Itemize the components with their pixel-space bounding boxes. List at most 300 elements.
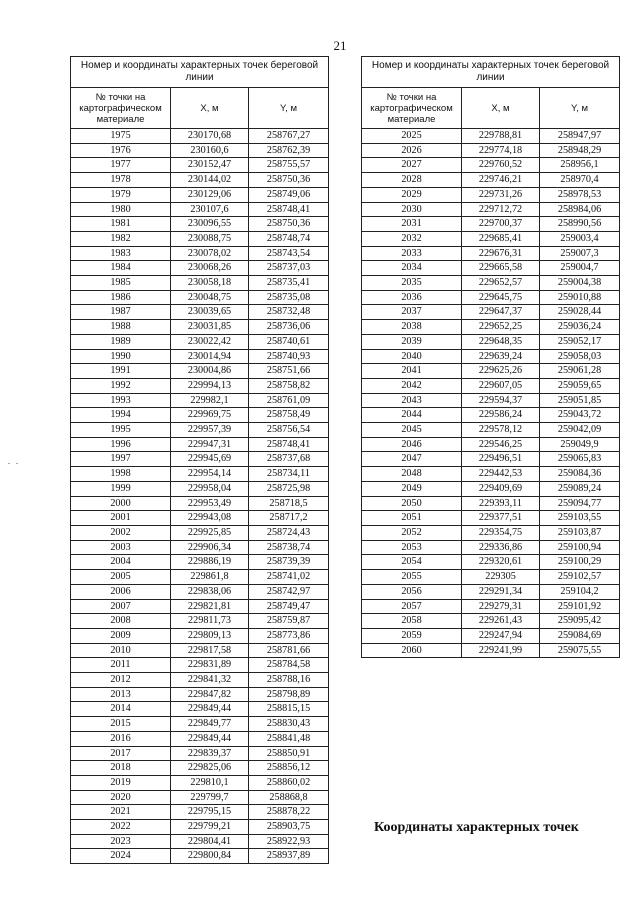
- x-coordinate-cell: 229731,26: [462, 187, 540, 202]
- x-coordinate-cell: 229712,72: [462, 202, 540, 217]
- table-row: [71, 673, 329, 688]
- point-number-cell: 1981: [71, 217, 171, 232]
- x-coordinate-cell: 229652,57: [462, 276, 540, 291]
- point-number-cell: 2054: [362, 555, 462, 570]
- point-number-cell: 2006: [71, 584, 171, 599]
- y-coordinate-cell: 258749,47: [249, 599, 329, 614]
- x-coordinate-cell: 229305: [462, 570, 540, 585]
- x-coordinate-cell: 229685,41: [462, 231, 540, 246]
- table-row: [362, 408, 620, 423]
- y-coordinate-cell: 259102,57: [540, 570, 620, 585]
- table-row: [71, 717, 329, 732]
- x-coordinate-cell: 229774,18: [462, 143, 540, 158]
- x-coordinate-cell: 230129,06: [171, 187, 249, 202]
- y-coordinate-cell: 258740,93: [249, 349, 329, 364]
- y-coordinate-cell: 258978,53: [540, 187, 620, 202]
- table-row: [71, 687, 329, 702]
- point-number-cell: 2019: [71, 775, 171, 790]
- table-row: [362, 540, 620, 555]
- point-number-cell: 1976: [71, 143, 171, 158]
- point-number-cell: 2037: [362, 305, 462, 320]
- x-coordinate-cell: 229241,99: [462, 643, 540, 658]
- column-header-point-number: № точки на картографическом материале: [71, 88, 171, 129]
- x-coordinate-cell: 229652,25: [462, 320, 540, 335]
- x-coordinate-cell: 229994,13: [171, 378, 249, 393]
- table-row: [362, 217, 620, 232]
- y-coordinate-cell: 258903,75: [249, 820, 329, 835]
- y-coordinate-cell: 258868,8: [249, 790, 329, 805]
- table-row: [71, 775, 329, 790]
- y-coordinate-cell: 258948,29: [540, 143, 620, 158]
- point-number-cell: 1994: [71, 408, 171, 423]
- y-coordinate-cell: 258740,61: [249, 334, 329, 349]
- column-header-y: Y, м: [249, 88, 329, 129]
- y-coordinate-cell: 258970,4: [540, 173, 620, 188]
- table-row: [71, 276, 329, 291]
- y-coordinate-cell: 258735,08: [249, 290, 329, 305]
- table-row: [71, 496, 329, 511]
- x-coordinate-cell: 229945,69: [171, 452, 249, 467]
- point-number-cell: 2000: [71, 496, 171, 511]
- point-number-cell: 1993: [71, 393, 171, 408]
- table-row: [71, 731, 329, 746]
- table-row: [71, 790, 329, 805]
- x-coordinate-cell: 230068,26: [171, 261, 249, 276]
- point-number-cell: 2038: [362, 320, 462, 335]
- table-row: [71, 643, 329, 658]
- table-row: [362, 496, 620, 511]
- y-coordinate-cell: 259095,42: [540, 614, 620, 629]
- point-number-cell: 2057: [362, 599, 462, 614]
- y-coordinate-cell: 259003,4: [540, 231, 620, 246]
- point-number-cell: 2043: [362, 393, 462, 408]
- table-row: [362, 643, 620, 658]
- y-coordinate-cell: 258756,54: [249, 423, 329, 438]
- table-row: [362, 555, 620, 570]
- point-number-cell: 1995: [71, 423, 171, 438]
- column-header-x: X, м: [462, 88, 540, 129]
- point-number-cell: 1985: [71, 276, 171, 291]
- table-row: [71, 158, 329, 173]
- point-number-cell: 2046: [362, 437, 462, 452]
- table-row: [362, 511, 620, 526]
- point-number-cell: 2032: [362, 231, 462, 246]
- y-coordinate-cell: 259051,85: [540, 393, 620, 408]
- point-number-cell: 1998: [71, 467, 171, 482]
- y-coordinate-cell: 258773,86: [249, 628, 329, 643]
- y-coordinate-cell: 258781,66: [249, 643, 329, 658]
- point-number-cell: 2013: [71, 687, 171, 702]
- point-number-cell: 2010: [71, 643, 171, 658]
- x-coordinate-cell: 229849,44: [171, 702, 249, 717]
- point-number-cell: 2022: [71, 820, 171, 835]
- table-row: [362, 481, 620, 496]
- y-coordinate-cell: 258956,1: [540, 158, 620, 173]
- table-row: [71, 467, 329, 482]
- y-coordinate-cell: 258798,89: [249, 687, 329, 702]
- table-row: [71, 746, 329, 761]
- point-number-cell: 2024: [71, 849, 171, 864]
- point-number-cell: 2027: [362, 158, 462, 173]
- y-coordinate-cell: 259028,44: [540, 305, 620, 320]
- point-number-cell: 2005: [71, 570, 171, 585]
- table-row: [362, 173, 620, 188]
- x-coordinate-cell: 229586,24: [462, 408, 540, 423]
- y-coordinate-cell: 258743,54: [249, 246, 329, 261]
- y-coordinate-cell: 258860,02: [249, 775, 329, 790]
- y-coordinate-cell: 258755,57: [249, 158, 329, 173]
- table-row: [71, 555, 329, 570]
- table-row: [362, 628, 620, 643]
- table-row: [71, 452, 329, 467]
- table-row: [71, 437, 329, 452]
- y-coordinate-cell: 258856,12: [249, 761, 329, 776]
- point-number-cell: 1996: [71, 437, 171, 452]
- x-coordinate-cell: 229839,37: [171, 746, 249, 761]
- table-row: [71, 628, 329, 643]
- y-coordinate-cell: 258748,74: [249, 231, 329, 246]
- point-number-cell: 2042: [362, 378, 462, 393]
- table-row: [71, 614, 329, 629]
- y-coordinate-cell: 258922,93: [249, 834, 329, 849]
- point-number-cell: 2015: [71, 717, 171, 732]
- point-number-cell: 2016: [71, 731, 171, 746]
- point-number-cell: 2001: [71, 511, 171, 526]
- y-coordinate-cell: 259010,88: [540, 290, 620, 305]
- point-number-cell: 2031: [362, 217, 462, 232]
- table-row: [362, 393, 620, 408]
- table-row: [362, 364, 620, 379]
- point-number-cell: 2014: [71, 702, 171, 717]
- column-header-y: Y, м: [540, 88, 620, 129]
- x-coordinate-cell: 229496,51: [462, 452, 540, 467]
- table-row: [71, 820, 329, 835]
- y-coordinate-cell: 258878,22: [249, 805, 329, 820]
- x-coordinate-cell: 229861,8: [171, 570, 249, 585]
- point-number-cell: 2026: [362, 143, 462, 158]
- x-coordinate-cell: 229799,7: [171, 790, 249, 805]
- table-row: [71, 231, 329, 246]
- y-coordinate-cell: 258748,41: [249, 202, 329, 217]
- point-number-cell: 2052: [362, 525, 462, 540]
- point-number-cell: 2040: [362, 349, 462, 364]
- table-row: [362, 320, 620, 335]
- y-coordinate-cell: 259094,77: [540, 496, 620, 511]
- y-coordinate-cell: 259043,72: [540, 408, 620, 423]
- point-number-cell: 2011: [71, 658, 171, 673]
- point-number-cell: 1999: [71, 481, 171, 496]
- table-row: [71, 805, 329, 820]
- point-number-cell: 2048: [362, 467, 462, 482]
- table-row: [71, 834, 329, 849]
- y-coordinate-cell: 258788,16: [249, 673, 329, 688]
- y-coordinate-cell: 259004,7: [540, 261, 620, 276]
- table-row: [362, 378, 620, 393]
- table-row: [362, 467, 620, 482]
- table-row: [362, 334, 620, 349]
- table-row: [71, 423, 329, 438]
- y-coordinate-cell: 259049,9: [540, 437, 620, 452]
- y-coordinate-cell: 258739,39: [249, 555, 329, 570]
- table-row: [71, 217, 329, 232]
- x-coordinate-cell: 229849,77: [171, 717, 249, 732]
- coordinates-table-left: [70, 56, 329, 864]
- table-caption: Номер и координаты характерных точек береговой линии: [71, 57, 329, 88]
- x-coordinate-cell: 229825,06: [171, 761, 249, 776]
- x-coordinate-cell: 229953,49: [171, 496, 249, 511]
- table-row: [71, 540, 329, 555]
- y-coordinate-cell: 258761,09: [249, 393, 329, 408]
- x-coordinate-cell: 229279,31: [462, 599, 540, 614]
- table-row: [71, 320, 329, 335]
- point-number-cell: 1986: [71, 290, 171, 305]
- x-coordinate-cell: 229648,35: [462, 334, 540, 349]
- y-coordinate-cell: 258718,5: [249, 496, 329, 511]
- x-coordinate-cell: 229800,84: [171, 849, 249, 864]
- point-number-cell: 2058: [362, 614, 462, 629]
- x-coordinate-cell: 229969,75: [171, 408, 249, 423]
- point-number-cell: 1989: [71, 334, 171, 349]
- x-coordinate-cell: 230022,42: [171, 334, 249, 349]
- table-row: [362, 202, 620, 217]
- x-coordinate-cell: 229958,04: [171, 481, 249, 496]
- x-coordinate-cell: 229788,81: [462, 129, 540, 144]
- point-number-cell: 1987: [71, 305, 171, 320]
- point-number-cell: 2003: [71, 540, 171, 555]
- point-number-cell: 2050: [362, 496, 462, 511]
- point-number-cell: 2020: [71, 790, 171, 805]
- y-coordinate-cell: 259103,55: [540, 511, 620, 526]
- x-coordinate-cell: 229947,31: [171, 437, 249, 452]
- table-row: [362, 246, 620, 261]
- x-coordinate-cell: 229831,89: [171, 658, 249, 673]
- table-row: [71, 334, 329, 349]
- point-number-cell: 2055: [362, 570, 462, 585]
- x-coordinate-cell: 229700,37: [462, 217, 540, 232]
- x-coordinate-cell: 229261,43: [462, 614, 540, 629]
- point-number-cell: 2035: [362, 276, 462, 291]
- x-coordinate-cell: 229810,1: [171, 775, 249, 790]
- y-coordinate-cell: 258758,82: [249, 378, 329, 393]
- table-row: [71, 173, 329, 188]
- point-number-cell: 2023: [71, 834, 171, 849]
- table-row: [71, 349, 329, 364]
- x-coordinate-cell: 229320,61: [462, 555, 540, 570]
- table-row: [362, 143, 620, 158]
- table-row: [362, 261, 620, 276]
- y-coordinate-cell: 258742,97: [249, 584, 329, 599]
- point-number-cell: 2051: [362, 511, 462, 526]
- table-row: [71, 481, 329, 496]
- y-coordinate-cell: 258736,06: [249, 320, 329, 335]
- y-coordinate-cell: 258749,06: [249, 187, 329, 202]
- table-row: [362, 584, 620, 599]
- y-coordinate-cell: 259100,94: [540, 540, 620, 555]
- point-number-cell: 2007: [71, 599, 171, 614]
- y-coordinate-cell: 258750,36: [249, 173, 329, 188]
- y-coordinate-cell: 259089,24: [540, 481, 620, 496]
- x-coordinate-cell: 229578,12: [462, 423, 540, 438]
- x-coordinate-cell: 229393,11: [462, 496, 540, 511]
- column-header-point-number: № точки на картографическом материале: [362, 88, 462, 129]
- point-number-cell: 1980: [71, 202, 171, 217]
- point-number-cell: 1997: [71, 452, 171, 467]
- table-row: [71, 261, 329, 276]
- point-number-cell: 2059: [362, 628, 462, 643]
- table-row: [71, 187, 329, 202]
- x-coordinate-cell: 229809,13: [171, 628, 249, 643]
- table-row: [362, 423, 620, 438]
- table-row: [362, 570, 620, 585]
- x-coordinate-cell: 229442,53: [462, 467, 540, 482]
- table-caption: Номер и координаты характерных точек береговой линии: [362, 57, 620, 88]
- x-coordinate-cell: 229546,25: [462, 437, 540, 452]
- x-coordinate-cell: 229639,24: [462, 349, 540, 364]
- point-number-cell: 2004: [71, 555, 171, 570]
- table-row: [71, 599, 329, 614]
- point-number-cell: 2009: [71, 628, 171, 643]
- point-number-cell: 2039: [362, 334, 462, 349]
- y-coordinate-cell: 259004,38: [540, 276, 620, 291]
- y-coordinate-cell: 258850,91: [249, 746, 329, 761]
- x-coordinate-cell: 229760,52: [462, 158, 540, 173]
- x-coordinate-cell: 229821,81: [171, 599, 249, 614]
- point-number-cell: 1990: [71, 349, 171, 364]
- table-row: [362, 525, 620, 540]
- point-number-cell: 2044: [362, 408, 462, 423]
- point-number-cell: 1988: [71, 320, 171, 335]
- table-row: [362, 305, 620, 320]
- table-row: [362, 231, 620, 246]
- x-coordinate-cell: 230088,75: [171, 231, 249, 246]
- point-number-cell: 2018: [71, 761, 171, 776]
- x-coordinate-cell: 230039,65: [171, 305, 249, 320]
- table-row: [71, 393, 329, 408]
- table-row: [71, 290, 329, 305]
- y-coordinate-cell: 258841,48: [249, 731, 329, 746]
- y-coordinate-cell: 259075,55: [540, 643, 620, 658]
- y-coordinate-cell: 258717,2: [249, 511, 329, 526]
- y-coordinate-cell: 258735,41: [249, 276, 329, 291]
- y-coordinate-cell: 258741,02: [249, 570, 329, 585]
- table-row: [71, 364, 329, 379]
- point-number-cell: 1991: [71, 364, 171, 379]
- point-number-cell: 1975: [71, 129, 171, 144]
- table-row: [71, 246, 329, 261]
- y-coordinate-cell: 258758,49: [249, 408, 329, 423]
- table-row: [71, 570, 329, 585]
- x-coordinate-cell: 229377,51: [462, 511, 540, 526]
- y-coordinate-cell: 258762,39: [249, 143, 329, 158]
- y-coordinate-cell: 258947,97: [540, 129, 620, 144]
- y-coordinate-cell: 259036,24: [540, 320, 620, 335]
- table-row: [71, 129, 329, 144]
- table-row: [362, 452, 620, 467]
- y-coordinate-cell: 258815,15: [249, 702, 329, 717]
- y-coordinate-cell: 258767,27: [249, 129, 329, 144]
- y-coordinate-cell: 258759,87: [249, 614, 329, 629]
- y-coordinate-cell: 258784,58: [249, 658, 329, 673]
- point-number-cell: 1982: [71, 231, 171, 246]
- table-row: [71, 305, 329, 320]
- x-coordinate-cell: 229817,58: [171, 643, 249, 658]
- x-coordinate-cell: 229676,31: [462, 246, 540, 261]
- y-coordinate-cell: 258751,66: [249, 364, 329, 379]
- page-number: 21: [333, 38, 347, 53]
- x-coordinate-cell: 230058,18: [171, 276, 249, 291]
- y-coordinate-cell: 258737,68: [249, 452, 329, 467]
- table-row: [71, 525, 329, 540]
- y-coordinate-cell: 258724,43: [249, 525, 329, 540]
- x-coordinate-cell: 229291,34: [462, 584, 540, 599]
- y-coordinate-cell: 259101,92: [540, 599, 620, 614]
- x-coordinate-cell: 229811,73: [171, 614, 249, 629]
- table-row: [362, 276, 620, 291]
- point-number-cell: 2041: [362, 364, 462, 379]
- table-row: [362, 599, 620, 614]
- x-coordinate-cell: 229804,41: [171, 834, 249, 849]
- x-coordinate-cell: 229847,82: [171, 687, 249, 702]
- point-number-cell: 2002: [71, 525, 171, 540]
- x-coordinate-cell: 229954,14: [171, 467, 249, 482]
- table-row: [71, 584, 329, 599]
- point-number-cell: 2056: [362, 584, 462, 599]
- y-coordinate-cell: 259052,17: [540, 334, 620, 349]
- point-number-cell: 1984: [71, 261, 171, 276]
- table-row: [71, 378, 329, 393]
- table-row: [71, 849, 329, 864]
- y-coordinate-cell: 259059,65: [540, 378, 620, 393]
- x-coordinate-cell: 230031,85: [171, 320, 249, 335]
- x-coordinate-cell: 229841,32: [171, 673, 249, 688]
- point-number-cell: 2008: [71, 614, 171, 629]
- point-number-cell: 2060: [362, 643, 462, 658]
- x-coordinate-cell: 229799,21: [171, 820, 249, 835]
- x-coordinate-cell: 229886,19: [171, 555, 249, 570]
- table-row: [71, 761, 329, 776]
- y-coordinate-cell: 259058,03: [540, 349, 620, 364]
- x-coordinate-cell: 230152,47: [171, 158, 249, 173]
- x-coordinate-cell: 229354,75: [462, 525, 540, 540]
- point-number-cell: 2047: [362, 452, 462, 467]
- point-number-cell: 2012: [71, 673, 171, 688]
- point-number-cell: 2017: [71, 746, 171, 761]
- point-number-cell: 2021: [71, 805, 171, 820]
- point-number-cell: 1983: [71, 246, 171, 261]
- y-coordinate-cell: 258737,03: [249, 261, 329, 276]
- y-coordinate-cell: 258750,36: [249, 217, 329, 232]
- table-row: [362, 614, 620, 629]
- x-coordinate-cell: 230078,02: [171, 246, 249, 261]
- y-coordinate-cell: 259084,36: [540, 467, 620, 482]
- x-coordinate-cell: 229409,69: [462, 481, 540, 496]
- x-coordinate-cell: 229647,37: [462, 305, 540, 320]
- point-number-cell: 2025: [362, 129, 462, 144]
- x-coordinate-cell: 229982,1: [171, 393, 249, 408]
- y-coordinate-cell: 258725,98: [249, 481, 329, 496]
- table-row: [362, 187, 620, 202]
- x-coordinate-cell: 229943,08: [171, 511, 249, 526]
- y-coordinate-cell: 259100,29: [540, 555, 620, 570]
- x-coordinate-cell: 229336,86: [462, 540, 540, 555]
- y-coordinate-cell: 258937,89: [249, 849, 329, 864]
- x-coordinate-cell: 229594,37: [462, 393, 540, 408]
- point-number-cell: 2029: [362, 187, 462, 202]
- table-row: [71, 143, 329, 158]
- y-coordinate-cell: 259103,87: [540, 525, 620, 540]
- x-coordinate-cell: 230048,75: [171, 290, 249, 305]
- point-number-cell: 2034: [362, 261, 462, 276]
